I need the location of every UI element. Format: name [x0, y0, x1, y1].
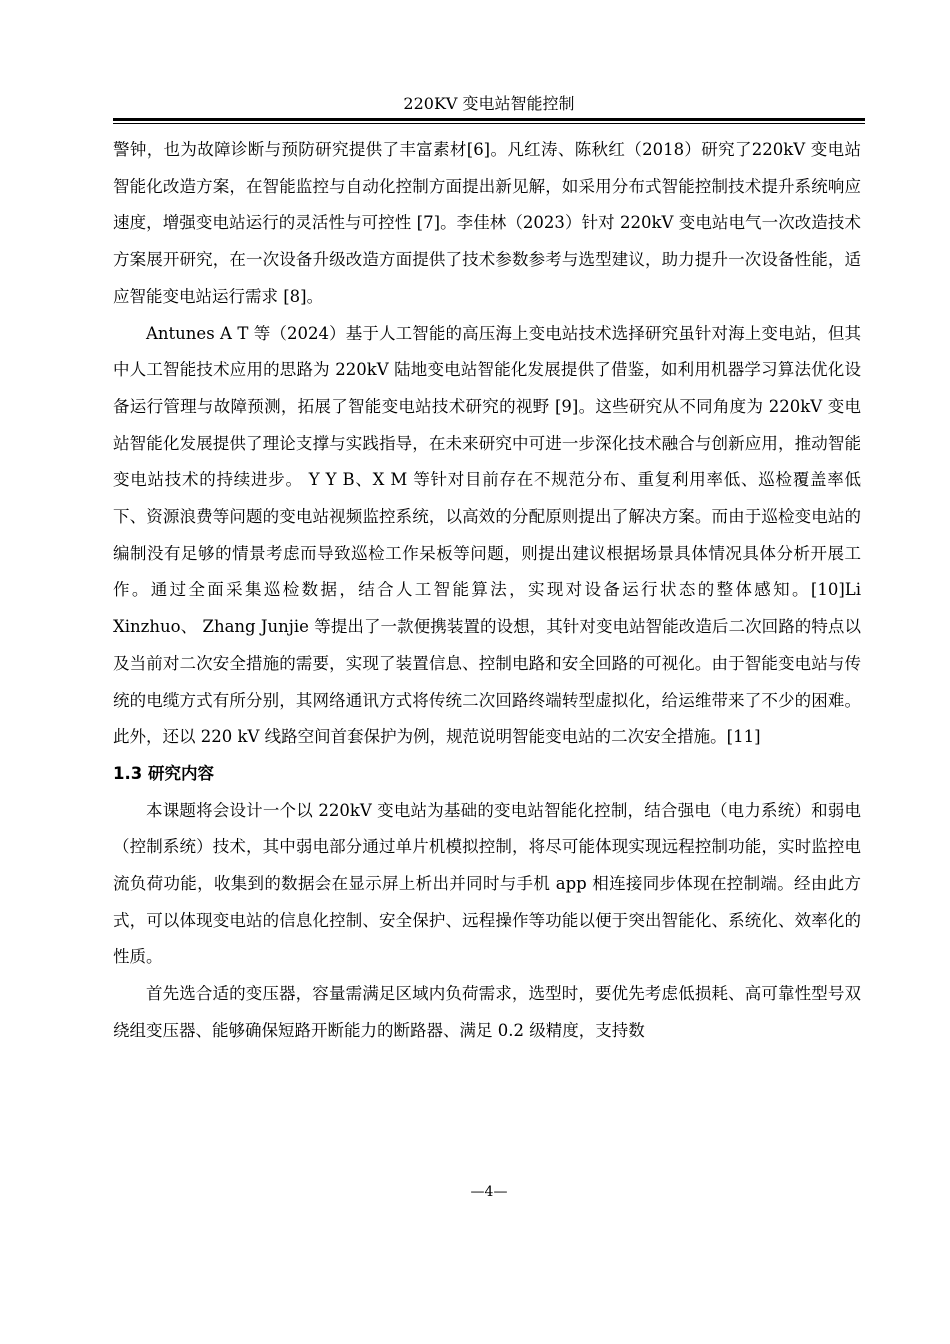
header-rule-thin [113, 123, 865, 124]
paragraph: 本课题将会设计一个以 220kV 变电站为基础的变电站智能化控制，结合强电（电力系统）和弱电（控制系统）技术，其中弱电部分通过单片机模拟控制，将尽可能体现实现远程控制功能，实时监控电流负荷功能，收集到的数据会在显示屏上析出并同时与手机 app 相连接同步体现在控制端。经由此方式，可以体现变电站的信息化控制、安全保护、远程操作等功能以便于突出智能化、系统化、效率化的性质。 [113, 800, 861, 967]
page-number: —4— [470, 1184, 508, 1200]
header-rule-thick [113, 118, 865, 121]
paragraph: Antunes A T 等（2024）基于人工智能的高压海上变电站技术选择研究虽针对海上变电站，但其中人工智能技术应用的思路为 220kV 陆地变电站智能化发展提供了借鉴，如利用机器学习算法优化设备运行管理与故障预测，拓展了智能变电站技术研究的视野 [9]。这些研究从不同角度为 220kV 变电站智能化发展提供了理论支撑与实践指导，在未来研究中可进一步深化技术融合与创新应用，推动智能变电站技术的持续进步。 Y Y B、X M 等针对目前存在不规范分布、重复利用率低、巡检覆盖率低下、资源浪费等问题的变电站视频监控系统，以高效的分配原则提出了解决方案。而由于巡检变电站的编制没有足够的情景考虑而导致巡检工作呆板等问题，则提出建议根据场景具体情况具体分析开展工作。通过全面采集巡检数据，结合人工智能算法，实现对设备运行状态的整体感知。[10]Li Xinzhuo、 Zhang Junjie 等提出了一款便携装置的设想，其针对变电站智能改造后二次回路的特点以及当前对二次安全措施的需要，实现了装置信息、控制电路和安全回路的可视化。由于智能变电站与传统的电缆方式有所分别，其网络通讯方式将传统二次回路终端转型虚拟化，给运维带来了不少的困难。此外，还以 220 kV 线路空间首套保护为例，规范说明智能变电站的二次安全措施。[11] [113, 323, 861, 747]
running-header: 220KV 变电站智能控制 [403, 94, 575, 113]
paragraph-continued: 警钟，也为故障诊断与预防研究提供了丰富素材[6]。凡红涛、陈秋红（2018）研究了220kV 变电站智能化改造方案，在智能监控与自动化控制方面提出新见解，如采用分布式智能控制技术提升系统响应速度，增强变电站运行的灵活性与可控性 [7]。李佳林（2023）针对 220kV 变电站电气一次改造技术方案展开研究，在一次设备升级改造方面提供了技术参数参考与选型建议，助力提升一次设备性能，适应智能变电站运行需求 [8]。 [113, 140, 861, 306]
paragraph: 首先选合适的变压器，容量需满足区域内负荷需求，选型时，要优先考虑低损耗、高可靠性型号双绕组变压器、能够确保短路开断能力的断路器、满足 0.2 级精度，支持数 [113, 984, 861, 1040]
body-text [113, 132, 861, 1050]
section-heading: 1.3 研究内容 [113, 763, 214, 783]
